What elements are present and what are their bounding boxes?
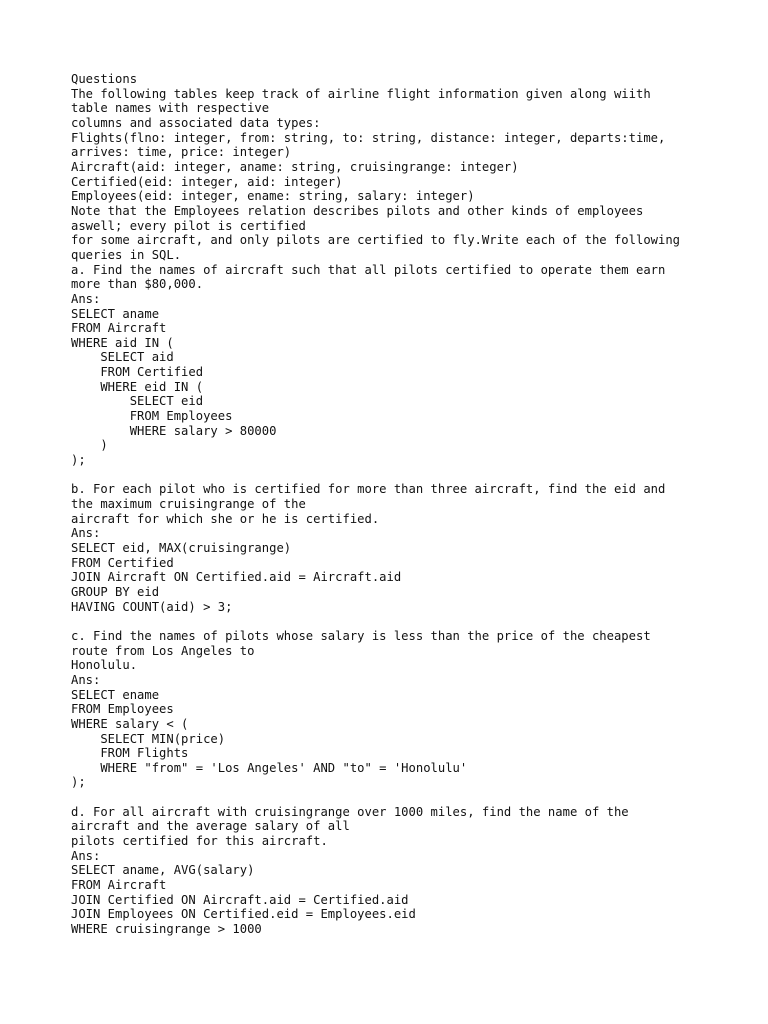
document-page	[71, 72, 751, 937]
text-line: more than $80,000.	[71, 277, 204, 292]
text-line: FROM Aircraft	[71, 878, 167, 893]
text-line: SELECT ename	[71, 687, 160, 702]
text-line: Note that the Employees relation describes pilots and other kinds of employees	[71, 203, 644, 218]
text-line: FROM Employees	[71, 409, 233, 424]
blank-line	[71, 614, 751, 629]
text-line: GROUP BY eid	[71, 584, 160, 599]
text-line: SELECT aname	[71, 306, 160, 321]
text-line: Ans:	[71, 672, 101, 687]
text-line: WHERE aid IN (	[71, 335, 174, 350]
text-line: c. Find the names of pilots whose salary is less than the price of the cheapest	[71, 628, 651, 643]
text-line: FROM Employees	[71, 702, 174, 717]
text-line: )	[71, 438, 108, 453]
text-line: SELECT MIN(price)	[71, 731, 226, 746]
text-line: SELECT eid	[71, 394, 204, 409]
blank-line	[71, 790, 751, 805]
text-line: SELECT aname, AVG(salary)	[71, 863, 255, 878]
text-line: JOIN Employees ON Certified.eid = Employees.eid	[71, 907, 416, 922]
text-line: SELECT aid	[71, 350, 174, 365]
text-line: Employees(eid: integer, ename: string, salary: integer)	[71, 189, 475, 204]
text-line: route from Los Angeles to	[71, 643, 255, 658]
text-line: d. For all aircraft with cruisingrange over 1000 miles, find the name of the	[71, 804, 629, 819]
text-line: aircraft for which she or he is certified.	[71, 511, 380, 526]
text-line: Ans:	[71, 848, 101, 863]
text-line: );	[71, 453, 86, 468]
text-line: Honolulu.	[71, 658, 138, 673]
text-line: queries in SQL.	[71, 247, 182, 262]
text-line: SELECT eid, MAX(cruisingrange)	[71, 540, 292, 555]
text-line: HAVING COUNT(aid) > 3;	[71, 599, 233, 614]
text-line: aircraft and the average salary of all	[71, 819, 350, 834]
text-line: Ans:	[71, 526, 101, 541]
text-line: JOIN Certified ON Aircraft.aid = Certified.aid	[71, 892, 409, 907]
text-line: Certified(eid: integer, aid: integer)	[71, 174, 343, 189]
text-line: );	[71, 775, 86, 790]
text-line: WHERE salary > 80000	[71, 423, 277, 438]
text-line: WHERE eid IN (	[71, 379, 204, 394]
text-line: the maximum cruisingrange of the	[71, 497, 306, 512]
blank-line	[71, 468, 751, 483]
text-line: WHERE salary < (	[71, 716, 189, 731]
text-line: Ans:	[71, 291, 101, 306]
text-line: Aircraft(aid: integer, aname: string, cruisingrange: integer)	[71, 159, 519, 174]
text-line: WHERE cruisingrange > 1000	[71, 922, 262, 937]
text-line: aswell; every pilot is certified	[71, 218, 306, 233]
text-line: FROM Flights	[71, 746, 189, 761]
text-line: FROM Aircraft	[71, 321, 167, 336]
text-line: pilots certified for this aircraft.	[71, 834, 328, 849]
text-line: table names with respective	[71, 101, 270, 116]
text-line: JOIN Aircraft ON Certified.aid = Aircraft.aid	[71, 570, 402, 585]
text-line: FROM Certified	[71, 555, 174, 570]
text-line: Questions	[71, 72, 138, 86]
text-line: FROM Certified	[71, 365, 204, 380]
text-line: arrives: time, price: integer)	[71, 145, 292, 160]
text-line: columns and associated data types:	[71, 115, 321, 130]
text-line: The following tables keep track of airline flight information given along wiith	[71, 86, 651, 101]
text-line: for some aircraft, and only pilots are certified to fly.Write each of the following	[71, 233, 681, 248]
text-line: Flights(flno: integer, from: string, to: string, distance: integer, departs:time,	[71, 130, 666, 145]
text-line: b. For each pilot who is certified for more than three aircraft, find the eid and	[71, 482, 666, 497]
text-line: a. Find the names of aircraft such that all pilots certified to operate them earn	[71, 262, 666, 277]
text-line: WHERE "from" = 'Los Angeles' AND "to" = 'Honolulu'	[71, 760, 468, 775]
